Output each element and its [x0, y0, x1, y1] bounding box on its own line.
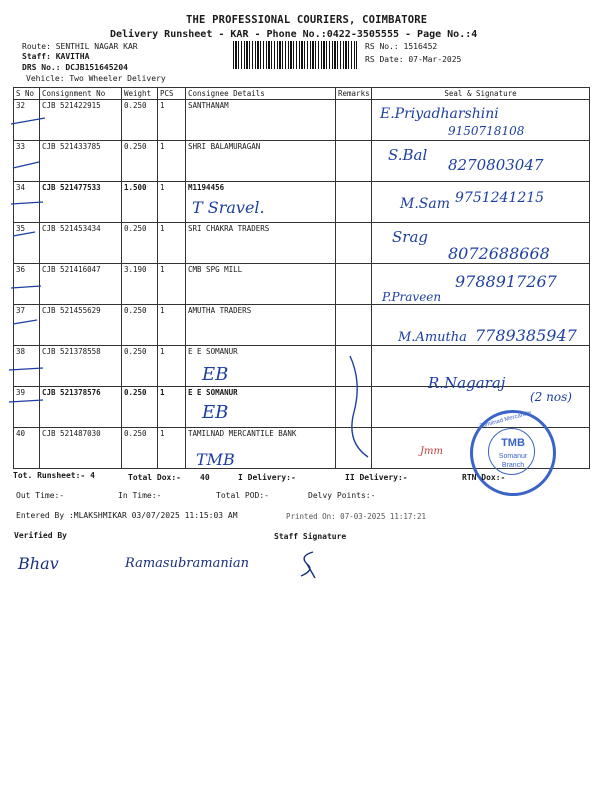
- cell-consignee: CMB SPG MILL: [186, 264, 336, 305]
- cell-remarks: [336, 100, 372, 141]
- col-consignment: Consignment No: [40, 88, 122, 100]
- cell-weight: 1.500: [122, 182, 158, 223]
- staff-label: Staff: KAVITHA: [22, 52, 90, 61]
- handwritten-signature-40: Jmm: [420, 446, 443, 457]
- cell-consignment: CJB 521416047: [40, 264, 122, 305]
- cell-consignment: CJB 521378576: [40, 387, 122, 428]
- cell-pcs: 1: [158, 100, 186, 141]
- handwritten-phone-32: 9150718108: [448, 124, 525, 138]
- cell-weight: 0.250: [122, 100, 158, 141]
- col-seal: Seal & Signature: [372, 88, 590, 100]
- handwritten-signature-32: E.Priyadharshini: [380, 106, 499, 122]
- handwritten-phone-34: 9751241215: [455, 190, 545, 206]
- bank-stamp: [470, 410, 556, 496]
- cell-weight: 0.250: [122, 428, 158, 469]
- cell-remarks: [336, 264, 372, 305]
- handwritten-signature-34: M.Sam: [400, 196, 450, 212]
- handwritten-name-34: T Sravel.: [192, 198, 265, 217]
- cell-pcs: 1: [158, 387, 186, 428]
- cell-consignee: AMUTHA TRADERS: [186, 305, 336, 346]
- handwritten-signature-36: P.Praveen: [382, 290, 442, 304]
- stamp-line1: Somanur: [498, 453, 528, 460]
- cell-sno: 34: [14, 182, 40, 223]
- route-label: Route: SENTHIL NAGAR KAR: [22, 42, 138, 51]
- handwritten-signature-38-39: R.Nagaraj: [428, 374, 506, 392]
- entered-by: Entered By :MLAKSHMIKAR 03/07/2025 11:15:03 AM: [16, 511, 238, 520]
- runsheet-title: Delivery Runsheet - KAR - Phone No.:0422-3505555 - Page No.:4: [110, 29, 478, 40]
- col-consignee: Consignee Details: [186, 88, 336, 100]
- cell-sno: 39: [14, 387, 40, 428]
- col-pcs: PCS: [158, 88, 186, 100]
- cell-pcs: 1: [158, 305, 186, 346]
- vehicle-label: Vehicle: Two Wheeler Delivery: [26, 74, 166, 83]
- handwritten-signature-35: Srag: [392, 228, 428, 246]
- cell-pcs: 1: [158, 264, 186, 305]
- cell-consignment: CJB 521455629: [40, 305, 122, 346]
- tick-mark: [9, 368, 43, 370]
- bracket-mark: [340, 352, 380, 462]
- cell-weight: 0.250: [122, 305, 158, 346]
- barcode-image: [233, 41, 357, 69]
- staff-handwritten-signature: Ramasubramanian: [125, 556, 249, 571]
- cell-remarks: [336, 305, 372, 346]
- cell-sno: 32: [14, 100, 40, 141]
- staff-signature-mark: [293, 548, 323, 580]
- cell-consignee: SRI CHAKRA TRADERS: [186, 223, 336, 264]
- total-dox-value: 40: [200, 473, 210, 482]
- col-weight: Weight: [122, 88, 158, 100]
- rs-number: RS No.: 1516452: [365, 42, 438, 51]
- handwritten-note-39: EB: [202, 402, 229, 423]
- stamp-logo: TMB: [501, 437, 525, 449]
- cell-consignment: CJB 521477533: [40, 182, 122, 223]
- handwritten-count-38-39: (2 nos): [530, 390, 572, 404]
- company-title: THE PROFESSIONAL COURIERS, COIMBATORE: [186, 14, 428, 26]
- cell-consignment: CJB 521422915: [40, 100, 122, 141]
- tick-mark: [13, 320, 37, 324]
- tick-mark: [11, 286, 41, 288]
- drs-number: DRS No.: DCJB151645204: [22, 63, 128, 72]
- cell-pcs: 1: [158, 428, 186, 469]
- cell-pcs: 1: [158, 141, 186, 182]
- handwritten-signature-33: S.Bal: [388, 146, 428, 164]
- cell-sno: 35: [14, 223, 40, 264]
- cell-consignee: SANTHANAM: [186, 100, 336, 141]
- cell-weight: 0.250: [122, 223, 158, 264]
- col-remarks: Remarks: [336, 88, 372, 100]
- cell-pcs: 1: [158, 182, 186, 223]
- handwritten-phone-33: 8270803047: [448, 156, 544, 174]
- total-dox-label: Total Dox:-: [128, 473, 181, 482]
- table-header-row: [14, 88, 590, 100]
- tick-mark: [13, 162, 39, 168]
- rs-date: RS Date: 07-Mar-2025: [365, 55, 462, 64]
- stamp-line2: Branch: [501, 462, 525, 469]
- cell-consignee: TAMILNAD MERCANTILE BANK: [186, 428, 336, 469]
- cell-weight: 3.190: [122, 264, 158, 305]
- col-sno: S No: [14, 88, 40, 100]
- cell-weight: 0.250: [122, 346, 158, 387]
- cell-sno: 37: [14, 305, 40, 346]
- cell-consignee: SHRI BALAMURAGAN: [186, 141, 336, 182]
- handwritten-phone-37: 7789385947: [475, 326, 577, 345]
- cell-remarks: [336, 182, 372, 223]
- cell-sno: 40: [14, 428, 40, 469]
- delvy-points: Delvy Points:-: [308, 491, 376, 500]
- tick-mark: [11, 118, 45, 124]
- cell-weight: 0.250: [122, 387, 158, 428]
- cell-consignment: CJB 521487030: [40, 428, 122, 469]
- cell-consignee: E E SOMANUR: [186, 346, 336, 387]
- verified-by-label: Verified By: [14, 531, 67, 540]
- cell-weight: 0.250: [122, 141, 158, 182]
- cell-remarks: [336, 141, 372, 182]
- cell-sno: 33: [14, 141, 40, 182]
- total-pod: Total POD:-: [216, 491, 269, 500]
- tick-mark: [11, 202, 43, 204]
- in-time: In Time:-: [118, 491, 162, 500]
- cell-consignment: CJB 521433785: [40, 141, 122, 182]
- cell-consignee: E E SOMANUR: [186, 387, 336, 428]
- cell-consignee: M1194456: [186, 182, 336, 223]
- handwritten-note-38: EB: [202, 364, 229, 385]
- handwritten-phone-35: 8072688668: [448, 244, 550, 263]
- tot-runsheet: Tot. Runsheet:- 4: [13, 471, 95, 480]
- stamp-ring-text: Tamilnad Mercantile: [479, 410, 533, 430]
- cell-consignment: CJB 521453434: [40, 223, 122, 264]
- tick-mark: [13, 232, 35, 236]
- cell-sno: 36: [14, 264, 40, 305]
- verifier-signature: Bhav: [18, 554, 59, 573]
- printed-on: Printed On: 07-03-2025 11:17:21: [286, 512, 426, 521]
- handwritten-note-40: TMB: [196, 450, 235, 469]
- rtn-dox: RTN Dox:-: [462, 473, 506, 482]
- handwritten-signature-37: M.Amutha: [398, 330, 467, 345]
- out-time: Out Time:-: [16, 491, 65, 500]
- i-delivery: I Delivery:-: [238, 473, 296, 482]
- ii-delivery: II Delivery:-: [345, 473, 408, 482]
- cell-remarks: [336, 223, 372, 264]
- cell-pcs: 1: [158, 223, 186, 264]
- cell-consignment: CJB 521378558: [40, 346, 122, 387]
- handwritten-phone-36: 9788917267: [455, 272, 557, 291]
- tick-mark: [9, 400, 43, 402]
- cell-pcs: 1: [158, 346, 186, 387]
- cell-sno: 38: [14, 346, 40, 387]
- staff-signature-label: Staff Signature: [274, 532, 347, 541]
- tick-marks: [5, 110, 55, 440]
